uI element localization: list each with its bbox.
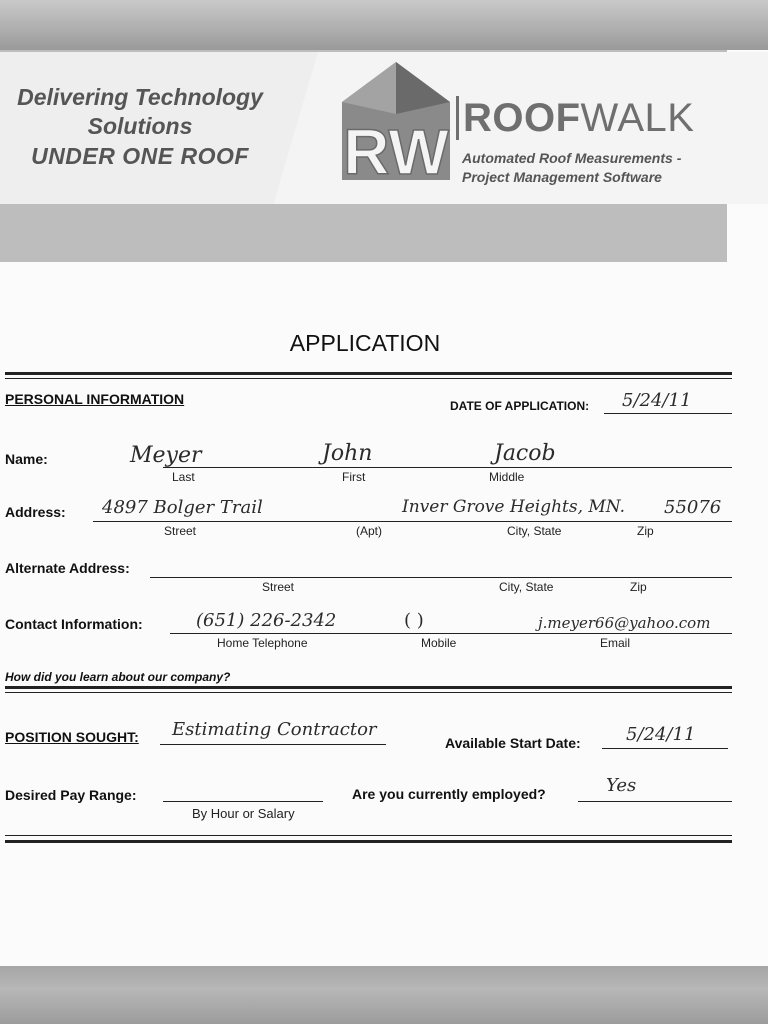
tagline-line2: Solutions (87, 113, 193, 139)
divider (5, 835, 732, 836)
roofwalk-logo-icon (338, 62, 456, 192)
divider (5, 840, 732, 843)
caption-city-state: City, State (507, 524, 562, 538)
address-city-value[interactable]: Inver Grove Heights, MN. (402, 497, 625, 517)
home-phone-value[interactable]: (651) 226-2342 (196, 610, 337, 631)
employed-value[interactable]: Yes (606, 775, 637, 796)
caption-alt-zip: Zip (630, 580, 647, 594)
how-learn-label: How did you learn about our company? (5, 670, 231, 684)
contact-label: Contact Information: (5, 616, 143, 632)
section-heading-personal: PERSONAL INFORMATION (5, 391, 185, 407)
employed-label: Are you currently employed? (352, 786, 546, 802)
caption-mobile: Mobile (421, 636, 457, 650)
logo-initials: RW (343, 116, 449, 188)
address-label: Address: (5, 504, 66, 520)
tagline-line1: Delivering Technology (17, 84, 263, 110)
alternate-address-line[interactable] (150, 577, 732, 578)
name-line (163, 467, 732, 468)
start-date-label: Available Start Date: (445, 735, 581, 751)
caption-first: First (342, 470, 366, 484)
brand-subtitle-2: Project Management Software (462, 169, 662, 185)
position-sought-label: POSITION SOUGHT: (5, 729, 139, 745)
date-of-application-value[interactable]: 5/24/11 (622, 390, 692, 411)
start-date-line (602, 748, 728, 749)
position-sought-value[interactable]: Estimating Contractor (172, 719, 377, 740)
page-title: APPLICATION (289, 330, 441, 356)
caption-email: Email (600, 636, 631, 650)
date-of-application-label: DATE OF APPLICATION: (450, 399, 590, 413)
name-first-value[interactable]: John (322, 441, 373, 466)
position-sought-line (160, 744, 386, 745)
divider (5, 372, 732, 375)
brand-light: WALK (580, 96, 695, 140)
brand-wordmark (456, 96, 694, 140)
divider (5, 686, 732, 689)
address-zip-value[interactable]: 55076 (664, 497, 722, 518)
start-date-value[interactable]: 5/24/11 (626, 724, 696, 745)
contact-line (170, 633, 732, 634)
brand-subtitle-1: Automated Roof Measurements - (462, 150, 682, 166)
caption-middle: Middle (489, 470, 525, 484)
employed-line (578, 801, 732, 802)
tagline-line3: UNDER ONE ROOF (31, 143, 249, 169)
caption-zip: Zip (637, 524, 654, 538)
email-value[interactable]: j.meyer66@yahoo.com (538, 614, 711, 632)
divider (5, 692, 732, 693)
divider (5, 378, 732, 379)
name-last-value[interactable]: Meyer (130, 443, 202, 468)
caption-home-telephone: Home Telephone (217, 636, 308, 650)
date-of-application-line (604, 413, 732, 414)
mobile-phone-value[interactable]: ( ) (404, 610, 424, 631)
alternate-address-label: Alternate Address: (5, 560, 130, 576)
caption-street: Street (164, 524, 197, 538)
banner-top-strip (0, 0, 768, 50)
caption-alt-street: Street (262, 580, 295, 594)
address-line (93, 521, 732, 522)
caption-apt: (Apt) (356, 524, 383, 538)
caption-last: Last (172, 470, 195, 484)
caption-alt-city-state: City, State (499, 580, 554, 594)
desired-pay-line[interactable] (163, 801, 323, 802)
brand-bold: ROOF (463, 96, 581, 140)
name-label: Name: (5, 451, 48, 467)
address-street-value[interactable]: 4897 Bolger Trail (102, 497, 263, 518)
desired-pay-label: Desired Pay Range: (5, 787, 137, 803)
banner-bottom-strip (0, 966, 768, 1024)
name-middle-value[interactable]: Jacob (494, 441, 556, 466)
caption-pay: By Hour or Salary (192, 806, 295, 821)
